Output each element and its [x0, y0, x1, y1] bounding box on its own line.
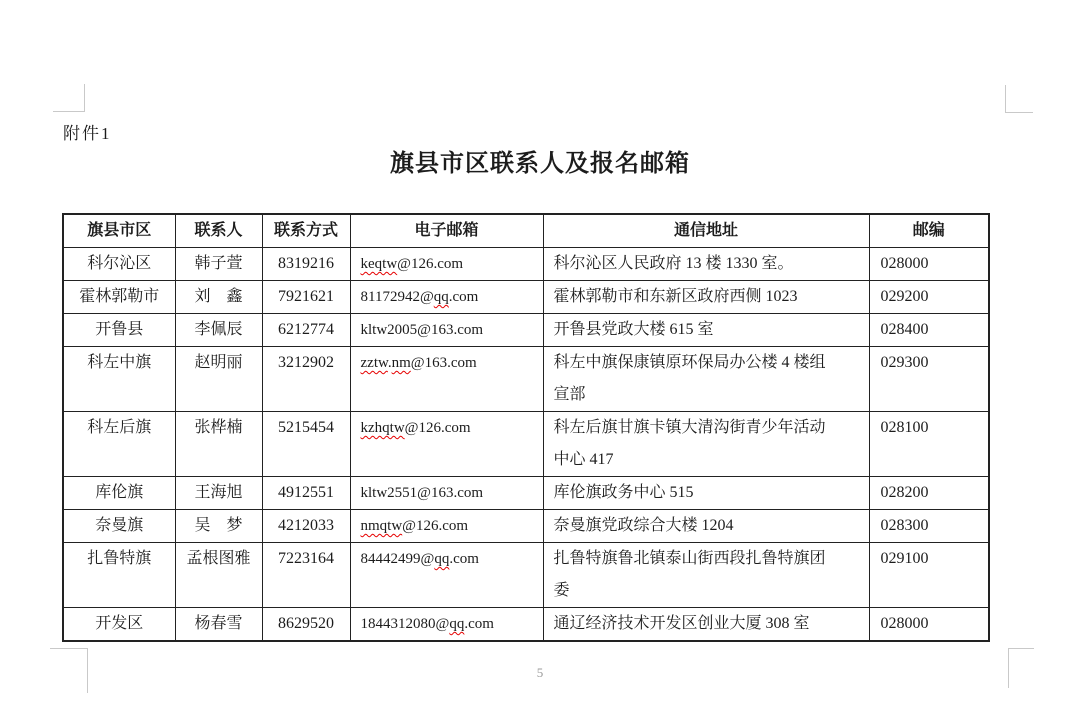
- table-body: [63, 248, 989, 642]
- contact-cell: 赵明丽: [175, 347, 262, 412]
- address-cell: 通辽经济技术开发区创业大厦 308 室: [543, 608, 869, 642]
- contact-cell: 王海旭: [175, 477, 262, 510]
- table-row: [63, 477, 989, 510]
- table-row: [63, 608, 989, 642]
- email-flagged-segment: keqtw: [360, 256, 398, 272]
- email-cell: [350, 543, 543, 608]
- address-cell: 科左后旗甘旗卡镇大清沟街青少年活动中心 417: [543, 412, 869, 477]
- region-cell: 扎鲁特旗: [63, 543, 175, 608]
- email-cell: [350, 412, 543, 477]
- table-header-row: [63, 214, 989, 248]
- phone-cell: 5215454: [262, 412, 350, 477]
- address-cell: 科尔沁区人民政府 13 楼 1330 室。: [543, 248, 869, 281]
- email-segment: 1844312080@: [360, 616, 450, 632]
- email-flagged-segment: kzhqtw: [360, 420, 405, 436]
- column-header-postcode: 邮编: [869, 214, 989, 248]
- postcode-cell: 029300: [869, 347, 989, 412]
- postcode-cell: 028100: [869, 412, 989, 477]
- attachment-label: 附件1: [63, 124, 112, 143]
- region-cell: 霍林郭勒市: [63, 281, 175, 314]
- phone-cell: 7921621: [262, 281, 350, 314]
- region-cell: 奈曼旗: [63, 510, 175, 543]
- table-row: [63, 281, 989, 314]
- column-header-address: 通信地址: [543, 214, 869, 248]
- email-segment: 81172942@: [360, 289, 434, 305]
- page-title: 旗县市区联系人及报名邮箱: [390, 151, 690, 177]
- email-segment: @126.com: [402, 518, 469, 534]
- email-segment: @163.com: [410, 355, 477, 371]
- postcode-cell: 029100: [869, 543, 989, 608]
- email-segment: kltw2551@163.com: [360, 485, 484, 501]
- email-cell: [350, 314, 543, 347]
- address-cell: 库伦旗政务中心 515: [543, 477, 869, 510]
- email-flagged-segment: nm: [391, 355, 411, 371]
- table-row: [63, 314, 989, 347]
- email-cell: [350, 608, 543, 642]
- contact-cell: 刘 鑫: [175, 281, 262, 314]
- postcode-cell: 028000: [869, 608, 989, 642]
- email-flagged-segment: nmqtw: [360, 518, 403, 534]
- postcode-cell: 029200: [869, 281, 989, 314]
- postcode-cell: 028200: [869, 477, 989, 510]
- table-row: [63, 412, 989, 477]
- postcode-cell: 028000: [869, 248, 989, 281]
- contacts-table: [62, 213, 990, 642]
- email-segment: .com: [449, 551, 479, 567]
- column-header-region: 旗县市区: [63, 214, 175, 248]
- email-flagged-segment: qq: [449, 616, 465, 632]
- contact-cell: 李佩辰: [175, 314, 262, 347]
- table-row: [63, 248, 989, 281]
- region-cell: 开发区: [63, 608, 175, 642]
- column-header-contact: 联系人: [175, 214, 262, 248]
- region-cell: 科左后旗: [63, 412, 175, 477]
- email-cell: [350, 477, 543, 510]
- table-row: [63, 510, 989, 543]
- phone-cell: 8629520: [262, 608, 350, 642]
- phone-cell: 3212902: [262, 347, 350, 412]
- email-flagged-segment: zztw: [360, 355, 388, 371]
- region-cell: 科左中旗: [63, 347, 175, 412]
- email-segment: .: [387, 355, 392, 371]
- contact-cell: 韩子萱: [175, 248, 262, 281]
- email-cell: [350, 248, 543, 281]
- address-cell: 霍林郭勒市和东新区政府西侧 1023: [543, 281, 869, 314]
- region-cell: 库伦旗: [63, 477, 175, 510]
- address-cell: 扎鲁特旗鲁北镇泰山街西段扎鲁特旗团委: [543, 543, 869, 608]
- email-segment: 84442499@: [360, 551, 435, 567]
- phone-cell: 6212774: [262, 314, 350, 347]
- crop-mark-top-right-icon: [1005, 85, 1033, 113]
- phone-cell: 7223164: [262, 543, 350, 608]
- contact-cell: 孟根图雅: [175, 543, 262, 608]
- address-cell: 科左中旗保康镇原环保局办公楼 4 楼组宣部: [543, 347, 869, 412]
- email-segment: @126.com: [397, 256, 464, 272]
- address-cell: 奈曼旗党政综合大楼 1204: [543, 510, 869, 543]
- page-number: 5: [536, 665, 544, 680]
- column-header-email: 电子邮箱: [350, 214, 543, 248]
- postcode-cell: 028300: [869, 510, 989, 543]
- column-header-phone: 联系方式: [262, 214, 350, 248]
- email-segment: .com: [448, 289, 479, 305]
- crop-mark-top-left-icon: [53, 84, 85, 112]
- email-segment: kltw2005@163.com: [360, 322, 484, 338]
- email-cell: [350, 347, 543, 412]
- phone-cell: 8319216: [262, 248, 350, 281]
- email-cell: [350, 281, 543, 314]
- region-cell: 科尔沁区: [63, 248, 175, 281]
- email-cell: [350, 510, 543, 543]
- address-cell: 开鲁县党政大楼 615 室: [543, 314, 869, 347]
- email-flagged-segment: qq: [434, 551, 450, 567]
- contact-cell: 吴 梦: [175, 510, 262, 543]
- email-segment: @126.com: [404, 420, 471, 436]
- contact-cell: 杨春雪: [175, 608, 262, 642]
- email-flagged-segment: qq: [433, 289, 449, 305]
- phone-cell: 4912551: [262, 477, 350, 510]
- phone-cell: 4212033: [262, 510, 350, 543]
- postcode-cell: 028400: [869, 314, 989, 347]
- contact-cell: 张桦楠: [175, 412, 262, 477]
- email-segment: .com: [464, 616, 494, 632]
- region-cell: 开鲁县: [63, 314, 175, 347]
- table-row: [63, 347, 989, 412]
- table-row: [63, 543, 989, 608]
